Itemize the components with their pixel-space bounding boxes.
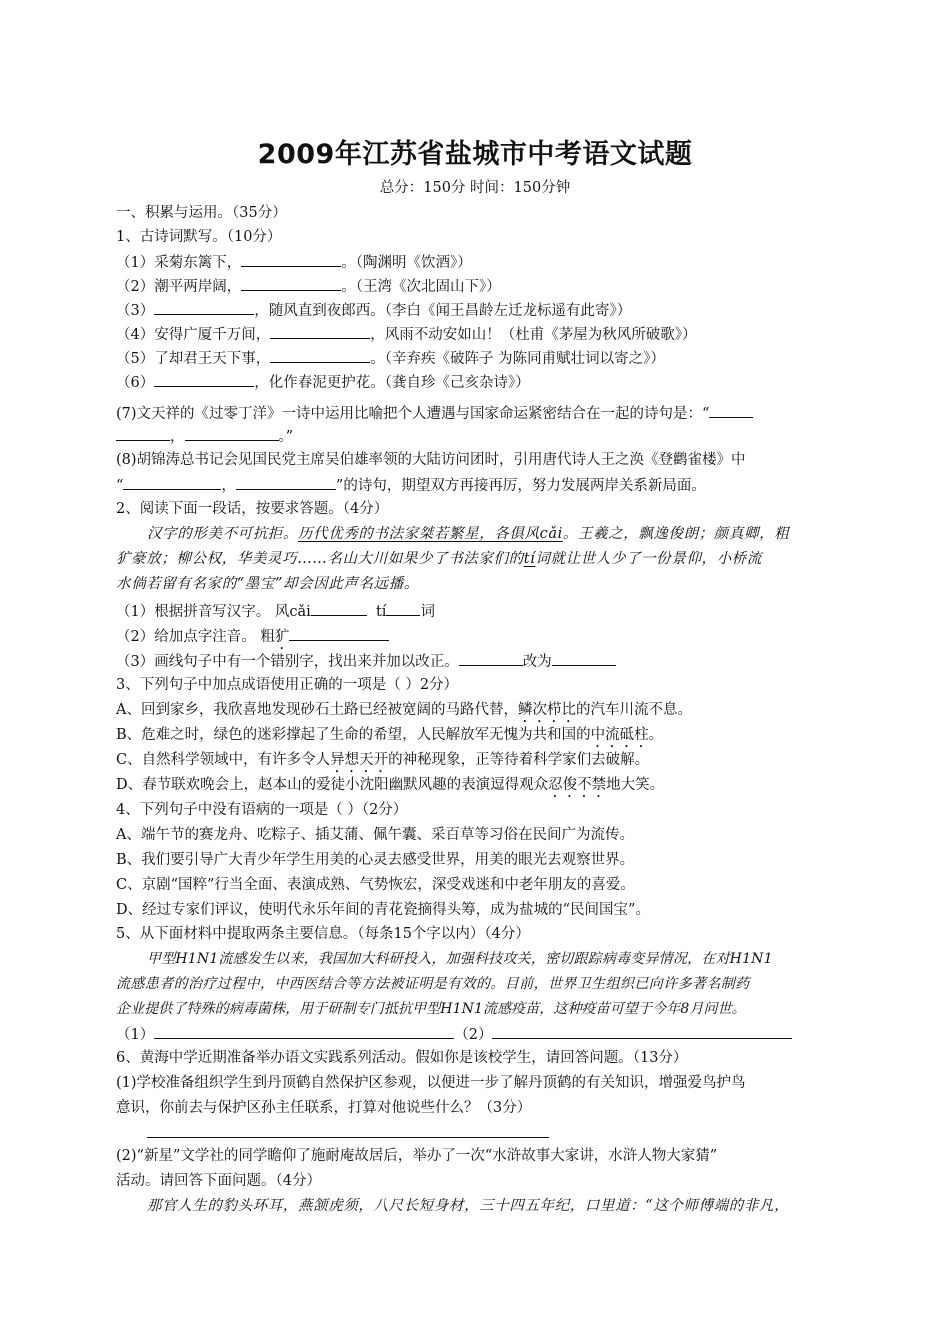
text: （1）根据拼音写汉字。 风cǎi — [116, 604, 311, 620]
question-3: 3、下列句子中加点成语使用正确的一项是（ ）2分） — [116, 677, 459, 693]
page-title: 2009年江苏省盐城市中考语文试题 — [257, 139, 693, 170]
question-5-answers — [116, 1023, 792, 1045]
text: ”的诗句，期望双方再接再厉，努力发展两岸关系新局面。 — [335, 478, 706, 494]
question-2: 2、阅读下面一段话，按要求答题。（4分） — [116, 501, 389, 517]
question-1-8: (8)胡锦涛总书记会见国民党主席吴伯雄率领的大陆访问团时，引用唐代诗人王之涣《登鹳雀楼》中 — [116, 452, 746, 468]
text: ， — [221, 478, 236, 494]
text: D、春节联欢晚会上，赵本山的爱徒小沈阳幽默风趣的表演逗得观众 — [116, 777, 549, 793]
text: 词就让世人少了一份景仰，小桥流 — [535, 551, 762, 567]
answer-blank[interactable] — [289, 625, 389, 641]
passage-line: 流感患者的治疗过程中，中西医结合等方法被证明是有效的。目前，世界卫生组织已向许多著名制药 — [116, 976, 750, 992]
option-c — [116, 750, 649, 776]
idiom: 鳞次栉比 — [517, 702, 576, 718]
passage-line: 水倘若留有名家的“墨宝”却会因此声名远播。 — [116, 576, 419, 592]
text: 。” — [278, 429, 294, 445]
answer-blank[interactable] — [386, 600, 420, 616]
underlined-sentence — [298, 526, 563, 542]
text: 。（陶渊明《饮酒》） — [341, 255, 472, 271]
text: 。王羲之，飘逸俊朗；颜真卿，粗 — [562, 526, 790, 542]
text: （1）采菊东篱下， — [116, 255, 242, 271]
passage-line: 那官人生的豹头环耳，燕颔虎须，八尺长短身材，三十四五年纪，口里道：“这个师傅端的非凡， — [147, 1198, 790, 1214]
option-b — [116, 725, 663, 751]
pinyin: cǎi — [539, 526, 563, 542]
text: （5）了却君王天下事， — [116, 351, 271, 367]
answer-blank[interactable] — [241, 275, 341, 291]
question-2-3 — [116, 650, 616, 672]
question-1-1 — [116, 251, 472, 273]
answer-blank[interactable] — [154, 299, 254, 315]
text: （2）给加点字注音。 粗 — [116, 629, 275, 645]
section-heading: 一、积累与运用。（35分） — [116, 205, 287, 221]
answer-blank[interactable] — [236, 474, 336, 490]
question-1: 1、古诗词默写。（10分） — [116, 229, 282, 245]
text: 的神秘现象，正等待着科学家们去破解。 — [388, 752, 650, 768]
text: 历代优秀的书法家桀若繁星，各俱风 — [298, 526, 540, 542]
answer-blank[interactable] — [185, 425, 279, 441]
dotted-char: 犷 — [274, 629, 290, 645]
answer-blank[interactable] — [116, 425, 170, 441]
question-1-8-cont — [116, 474, 706, 496]
text: 的汽车川流不息。 — [575, 702, 692, 718]
text: （3） — [116, 303, 155, 319]
question-1-3 — [116, 299, 631, 321]
question-1-6 — [116, 371, 530, 393]
text: ， — [170, 429, 185, 445]
text: 改为 — [522, 654, 552, 670]
passage-line: 甲型H1N1流感发生以来，我国加大科研投入，加强科技攻关，密切跟踪病毒变异情况，在对H1N1 — [147, 951, 773, 967]
text: A、回到家乡，我欣喜地发现砂石土路已经被宽阔的马路代替， — [116, 702, 518, 718]
answer-blank[interactable] — [154, 1023, 454, 1039]
text: ，化作春泥更护花。（龚自珍《己亥杂诗》） — [254, 375, 530, 391]
option-a: A、端午节的赛龙舟、吃粽子、插艾蒲、佩午囊、采百草等习俗在民间广为流传。 — [116, 827, 634, 843]
text: （2） — [454, 1027, 493, 1043]
answer-blank[interactable] — [154, 371, 254, 387]
option-d: D、经过专家们评议，使明代永乐年间的青花瓷摘得头筹，成为盐城的“民间国宝”。 — [116, 902, 650, 918]
option-a — [116, 700, 692, 726]
answer-blank[interactable] — [311, 600, 367, 616]
text: 犷豪放；柳公权，华美灵巧……名山大川如果少了书法家们的 — [116, 551, 524, 567]
question-6-2: (2)“新星”文学社的同学瞻仰了施耐庵故居后，举办了一次“水浒故事大家讲，水浒人物大家猜” — [116, 1148, 718, 1164]
question-6: 6、黄海中学近期准备举办语文实践系列活动。假如你是该校学生，请回答问题。（13分） — [116, 1050, 688, 1066]
page-subtitle: 总分：150分 时间：150分钟 — [379, 180, 571, 196]
answer-blank[interactable] — [552, 650, 616, 666]
text: ，风雨不动安如山！（杜甫《茅屋为秋风所破歌》） — [370, 327, 697, 343]
question-4: 4、下列句子中没有语病的一项是（ ）（2分） — [116, 802, 408, 818]
answer-blank[interactable] — [459, 650, 523, 666]
text: （2）潮平两岸阔， — [116, 279, 242, 295]
answer-blank[interactable] — [241, 251, 341, 267]
text: （1） — [116, 1027, 155, 1043]
passage-line: 企业提供了特殊的病毒菌株，用于研制专门抵抗甲型H1N1流感疫苗，这种疫苗可望于今年8月问世。 — [116, 1001, 746, 1017]
question-1-5 — [116, 347, 665, 369]
question-1-7 — [116, 402, 753, 424]
text: （4）安得广厦千万间， — [116, 327, 271, 343]
question-6-2-cont: 活动。请回答下面问题。（4分） — [116, 1173, 321, 1189]
answer-blank[interactable] — [270, 323, 370, 339]
answer-blank[interactable] — [709, 402, 753, 418]
idiom: 忍俊不禁 — [548, 777, 607, 793]
idiom: 中流砥柱 — [590, 727, 649, 743]
text: (7)文天祥的《过零丁洋》一诗中运用比喻把个人遭遇与国家命运紧密结合在一起的诗句是：“ — [116, 406, 710, 422]
text: 词 — [420, 604, 435, 620]
option-d — [116, 775, 664, 801]
text: ，随风直到夜郎西。（李白《闻王昌龄左迁龙标遥有此寄》） — [254, 303, 632, 319]
answer-blank[interactable] — [123, 474, 221, 490]
text: “ — [116, 478, 124, 494]
text: 地大笑。 — [606, 777, 665, 793]
question-2-2 — [116, 625, 389, 653]
answer-blank[interactable] — [492, 1023, 792, 1039]
text: （6） — [116, 375, 155, 391]
question-6-1-cont: 意识，你前去与保护区孙主任联系，打算对他说些什么？（3分） — [116, 1100, 532, 1116]
text: （3）画线句子中有一个错别字，找出来并加以改正。 — [116, 654, 459, 670]
passage-line — [147, 524, 789, 544]
question-2-1 — [116, 600, 435, 622]
answer-blank[interactable] — [270, 347, 370, 363]
pinyin: tí — [523, 551, 536, 567]
text: 。（辛弃疾《破阵子 为陈同甫赋壮词以寄之》） — [370, 351, 665, 367]
text: C、自然科学领域中，有许多令人 — [116, 752, 331, 768]
question-6-1: (1)学校准备组织学生到丹顶鹤自然保护区参观，以便进一步了解丹顶鹤的有关知识，增强爱鸟护鸟 — [116, 1075, 746, 1091]
question-5: 5、从下面材料中提取两条主要信息。（每条15个字以内）（4分） — [116, 926, 530, 942]
passage-line — [116, 549, 762, 569]
option-c: C、京剧“国粹”行当全面、表演成熟、气势恢宏，深受戏迷和中老年朋友的喜爱。 — [116, 877, 635, 893]
answer-line[interactable] — [147, 1137, 549, 1138]
idiom: 异想天开 — [330, 752, 389, 768]
question-1-4 — [116, 323, 696, 345]
text: 汉字的形美不可抗拒。 — [147, 526, 298, 542]
text: B、危难之时，绿色的迷彩撑起了生命的希望，人民解放军无愧为共和国的 — [116, 727, 591, 743]
text: 。 — [648, 727, 664, 743]
question-1-7-cont — [116, 425, 293, 447]
text: 。（王湾《次北固山下》） — [341, 279, 501, 295]
text: tí — [375, 604, 387, 620]
option-b: B、我们要引导广大青少年学生用美的心灵去感受世界，用美的眼光去观察世界。 — [116, 852, 635, 868]
question-1-2 — [116, 275, 501, 297]
